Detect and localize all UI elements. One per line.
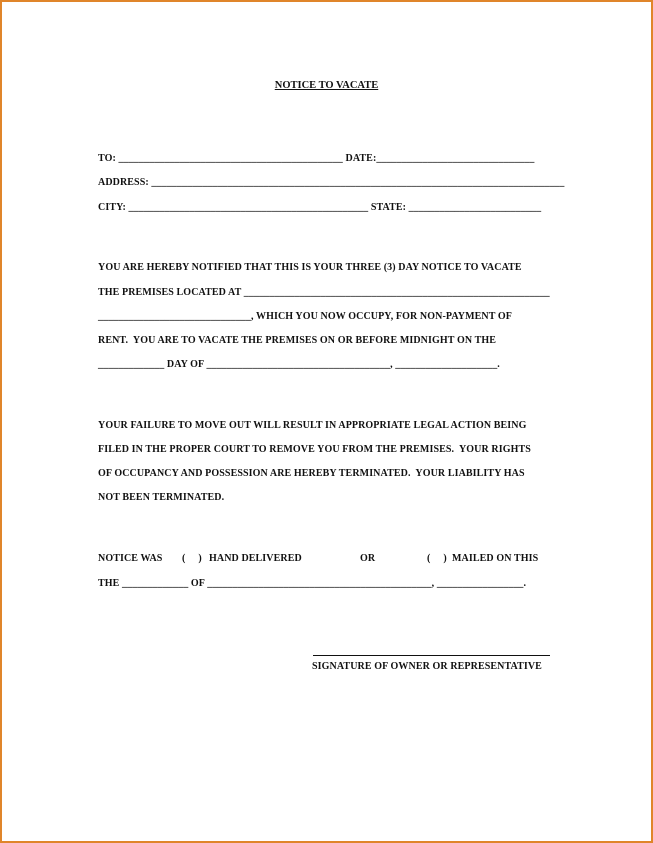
notice-line-3: ______________________________, WHICH YOU NOW OCCUPY, FOR NON-PAYMENT OF [98, 311, 512, 322]
mailed-checkbox: ( ) [427, 553, 447, 564]
hand-delivered-checkbox: ( ) [182, 553, 202, 564]
signature-label: SIGNATURE OF OWNER OR REPRESENTATIVE [312, 661, 542, 672]
to-date-line: TO: ____________________________________________ DATE:_______________________________ [98, 153, 535, 164]
failure-line-4: NOT BEEN TERMINATED. [98, 492, 225, 503]
notice-line-5: _____________ DAY OF ____________________________________, ____________________. [98, 359, 500, 370]
notice-line-1: YOU ARE HEREBY NOTIFIED THAT THIS IS YOUR THREE (3) DAY NOTICE TO VACATE [98, 262, 522, 273]
notice-line-4: RENT. YOU ARE TO VACATE THE PREMISES ON OR BEFORE MIDNIGHT ON THE [98, 335, 496, 346]
notice-line-2: THE PREMISES LOCATED AT ____________________________________________________________ [98, 287, 550, 298]
title-text: NOTICE TO VACATE [274, 80, 379, 91]
failure-line-1: YOUR FAILURE TO MOVE OUT WILL RESULT IN APPROPRIATE LEGAL ACTION BEING [98, 420, 527, 431]
mailed-label: MAILED ON THIS [452, 553, 539, 564]
hand-delivered-label: HAND DELIVERED [209, 553, 302, 564]
notice-was-label: NOTICE WAS [98, 553, 163, 564]
city-state-line: CITY: _______________________________________________ STATE: __________________________ [98, 202, 542, 213]
or-label: OR [360, 553, 376, 564]
address-line: ADDRESS: _________________________________________________________________________________ [98, 177, 565, 188]
failure-line-2: FILED IN THE PROPER COURT TO REMOVE YOU FROM THE PREMISES. YOUR RIGHTS [98, 444, 531, 455]
document-title [0, 80, 653, 91]
signature-line [313, 655, 550, 656]
delivery-date-line: THE _____________ OF ____________________________________________, _________________. [98, 578, 527, 589]
failure-line-3: OF OCCUPANCY AND POSSESSION ARE HEREBY TERMINATED. YOUR LIABILITY HAS [98, 468, 525, 479]
